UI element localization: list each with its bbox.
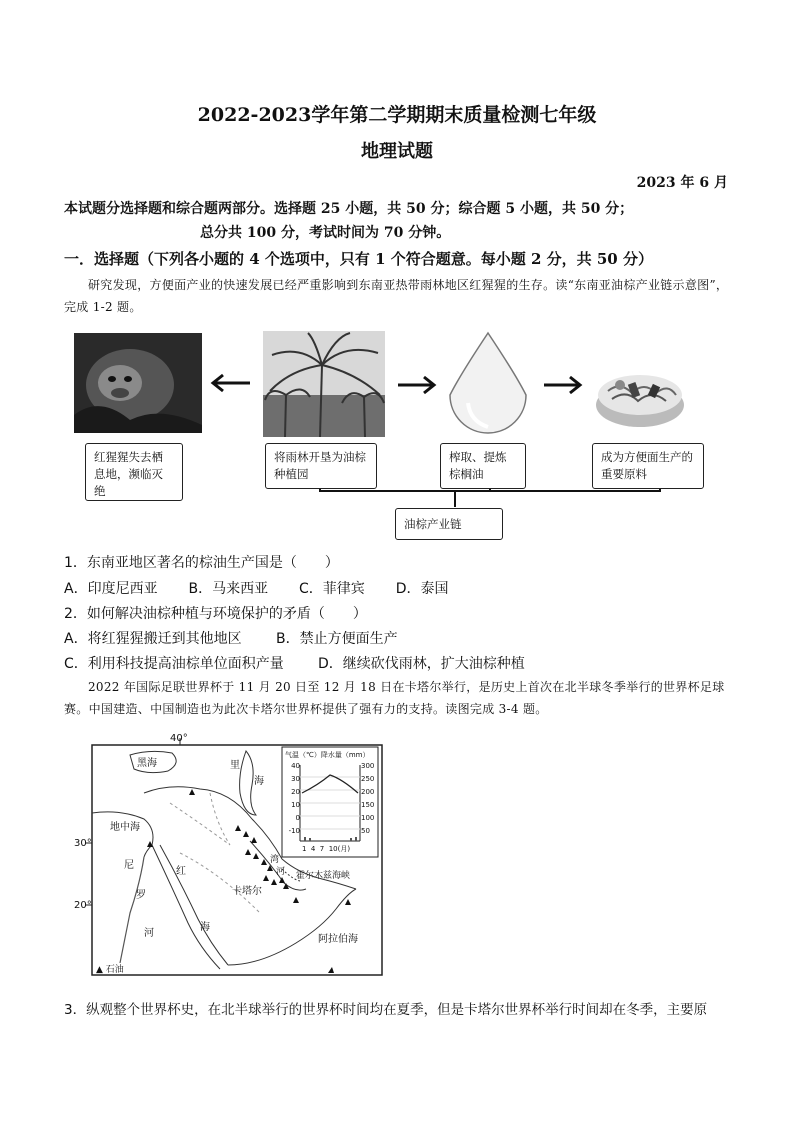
q1-option-a[interactable]: A．印度尼西亚 xyxy=(64,581,158,597)
q2-option-a[interactable]: A．将红猩猩搬迁到其他地区 xyxy=(64,631,242,647)
map-gulf-2: 河 xyxy=(276,867,286,877)
chain-box-plantation: 将雨林开垦为油棕种植园 xyxy=(265,443,377,489)
passage-2: 2022 年国际足联世界杯于 11 月 20 日至 12 月 18 日在卡塔尔举行，是历史上首次在北半球冬季举行的世界杯足球赛。中国建造、中国制造也为此次卡塔尔世界杯提供了强有力的支持。读图完成 3-4 题。 xyxy=(64,680,725,716)
map-longitude-label: 40° xyxy=(170,733,188,744)
chain-box-orangutan: 红猩猩失去栖息地，濒临灭绝 xyxy=(85,443,183,501)
map-legend-oil: ▲ 石油 xyxy=(96,965,124,975)
q1-option-c[interactable]: C．菲律宾 xyxy=(299,581,365,597)
map-mediterranean: 地中海 xyxy=(110,822,140,833)
map-nile-3: 河 xyxy=(144,928,154,939)
map-lat30-label: 30° xyxy=(74,838,92,849)
climate-left-axis: 40 30 20 10 0 -10 xyxy=(288,762,300,835)
intro-line-1: 本试题分选择题和综合题两部分。选择题 25 小题，共 50 分；综合题 5 小题，共 50 分； xyxy=(64,201,634,217)
climate-right-axis: 300 250 200 150 100 50 xyxy=(361,762,375,835)
question-1: 1．东南亚地区著名的棕油生产国是（ ） xyxy=(64,555,339,571)
orangutan-photo xyxy=(74,333,202,433)
climate-months: 1 4 7 10(月) xyxy=(302,845,351,853)
q2-option-c[interactable]: C．利用科技提高油棕单位面积产量 xyxy=(64,656,284,672)
map-qatar: 卡塔尔 xyxy=(232,886,262,897)
q2-option-d[interactable]: D．继续砍伐雨林，扩大油棕种植 xyxy=(318,656,525,672)
map-black-sea: 黑海 xyxy=(137,758,157,769)
question-1-options xyxy=(64,578,448,598)
intro-line-2: 总分共 100 分，考试时间为 70 分钟。 xyxy=(200,225,451,241)
section-title: 一．选择题（下列各小题的 4 个选项中，只有 1 个符合题意。每小题 2 分，共 50 分） xyxy=(64,250,653,268)
passage-1: 研究发现，方便面产业的快速发展已经严重影响到东南亚热带雨林地区红猩猩的生存。读“东南亚油棕产业链示意图”，完成 1-2 题。 xyxy=(64,278,729,314)
chain-box-refine: 榨取、提炼棕榈油 xyxy=(440,443,526,489)
map-red-sea-1: 红 xyxy=(176,866,186,877)
exam-title: 2022-2023学年第二学期期末质量检测七年级 xyxy=(197,104,597,126)
chain-box-noodles: 成为方便面生产的重要原料 xyxy=(592,443,704,489)
question-3: 3．纵观整个世界杯史，在北半球举行的世界杯时间均在夏季，但是卡塔尔世界杯举行时间却在冬季，主要原 xyxy=(64,1002,708,1018)
map-caspian-1: 里 xyxy=(230,760,240,771)
instant-noodles-image xyxy=(596,375,684,427)
map-caspian-2: 海 xyxy=(254,776,264,787)
climate-header: 气温（℃）降水量（mm） xyxy=(285,751,370,759)
palm-plantation-photo xyxy=(263,331,385,437)
question-2: 2．如何解决油棕种植与环境保护的矛盾（ ） xyxy=(64,606,367,622)
map-nile-1: 尼 xyxy=(124,860,134,871)
chain-box-industry: 油棕产业链 xyxy=(395,508,503,540)
map-red-sea-2: 海 xyxy=(200,922,210,933)
exam-subtitle: 地理试题 xyxy=(361,141,433,162)
map-arabian-sea: 阿拉伯海 xyxy=(318,934,358,945)
q2-option-b[interactable]: B．禁止方便面生产 xyxy=(276,631,398,647)
map-gulf-1: 湾 xyxy=(270,855,280,865)
map-hormuz: 霍尔木兹海峡 xyxy=(296,871,351,881)
exam-date: 2023 年 6 月 xyxy=(636,175,728,191)
palm-oil-drop-image xyxy=(450,333,526,433)
q1-option-b[interactable]: B．马来西亚 xyxy=(188,581,269,597)
map-lat20-label: 20° xyxy=(74,900,92,911)
map-nile-2: 罗 xyxy=(136,890,146,901)
q1-option-d[interactable]: D．泰国 xyxy=(395,581,449,597)
